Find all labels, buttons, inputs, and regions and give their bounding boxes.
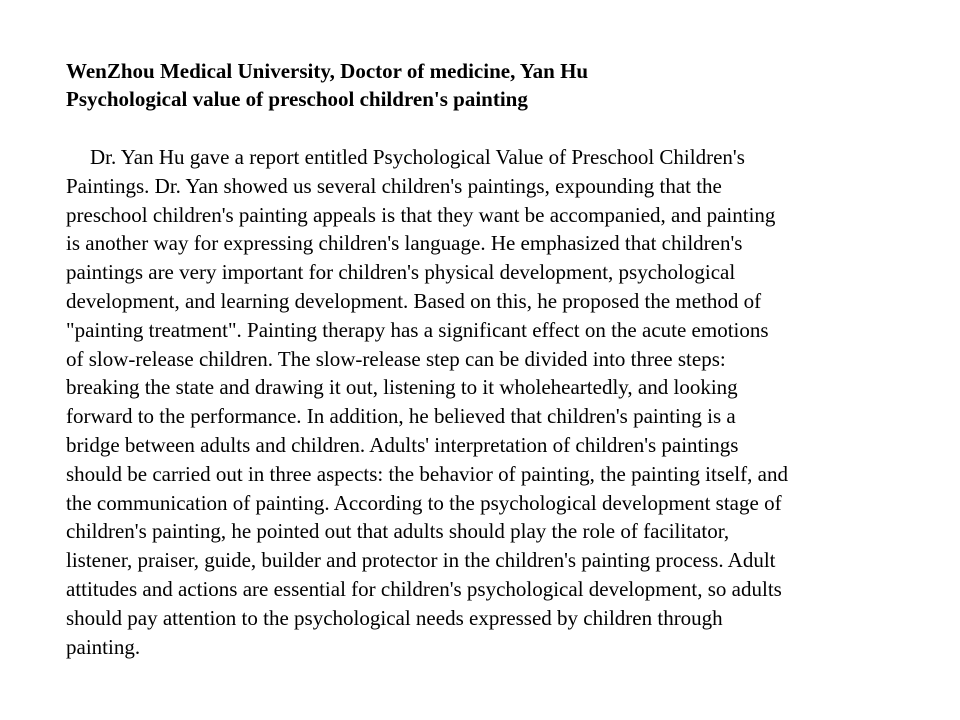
- paragraph-line: paintings are very important for children's physical development, psychological: [66, 260, 736, 285]
- paragraph-line: "painting treatment". Painting therapy has a significant effect on the acute emotions: [66, 317, 769, 342]
- paragraph-line: Dr. Yan Hu gave a report entitled Psychological Value of Preschool Children's: [90, 145, 745, 169]
- paragraph-line: painting.: [66, 634, 141, 659]
- paragraph-line: should pay attention to the psychological needs expressed by children through: [66, 605, 723, 630]
- paragraph-line: bridge between adults and children. Adults' interpretation of children's paintings: [66, 432, 739, 457]
- paragraph-line: children's painting, he pointed out that adults should play the role of facilitator,: [66, 519, 730, 544]
- paragraph-line: is another way for expressing children's language. He emphasized that children's: [66, 231, 743, 256]
- page-title: Psychological value of preschool children's painting: [66, 87, 528, 111]
- paragraph-line: should be carried out in three aspects: the behavior of painting, the painting itself, and: [66, 461, 788, 486]
- paragraph-line: Paintings. Dr. Yan showed us several children's paintings, expounding that the: [66, 173, 722, 198]
- paragraph-line: attitudes and actions are essential for children's psychological development, so adults: [66, 576, 782, 601]
- paragraph-line: forward to the performance. In addition, he believed that children's painting is a: [66, 404, 736, 429]
- paragraph-line: breaking the state and drawing it out, listening to it wholeheartedly, and looking: [66, 375, 738, 400]
- author-line: WenZhou Medical University, Doctor of medicine, Yan Hu: [66, 59, 589, 83]
- paragraph-line: preschool children's painting appeals is that they want be accompanied, and painting: [66, 202, 776, 227]
- paragraph-line: listener, praiser, guide, builder and protector in the children's painting process. Adult: [66, 548, 776, 573]
- document-header: [66, 57, 906, 113]
- paragraph-line: development, and learning development. Based on this, he proposed the method of: [66, 288, 762, 313]
- body-paragraph: [66, 143, 896, 661]
- paragraph-line: the communication of painting. According to the psychological development stage of: [66, 490, 782, 515]
- paragraph-line: of slow-release children. The slow-release step can be divided into three steps:: [66, 346, 726, 371]
